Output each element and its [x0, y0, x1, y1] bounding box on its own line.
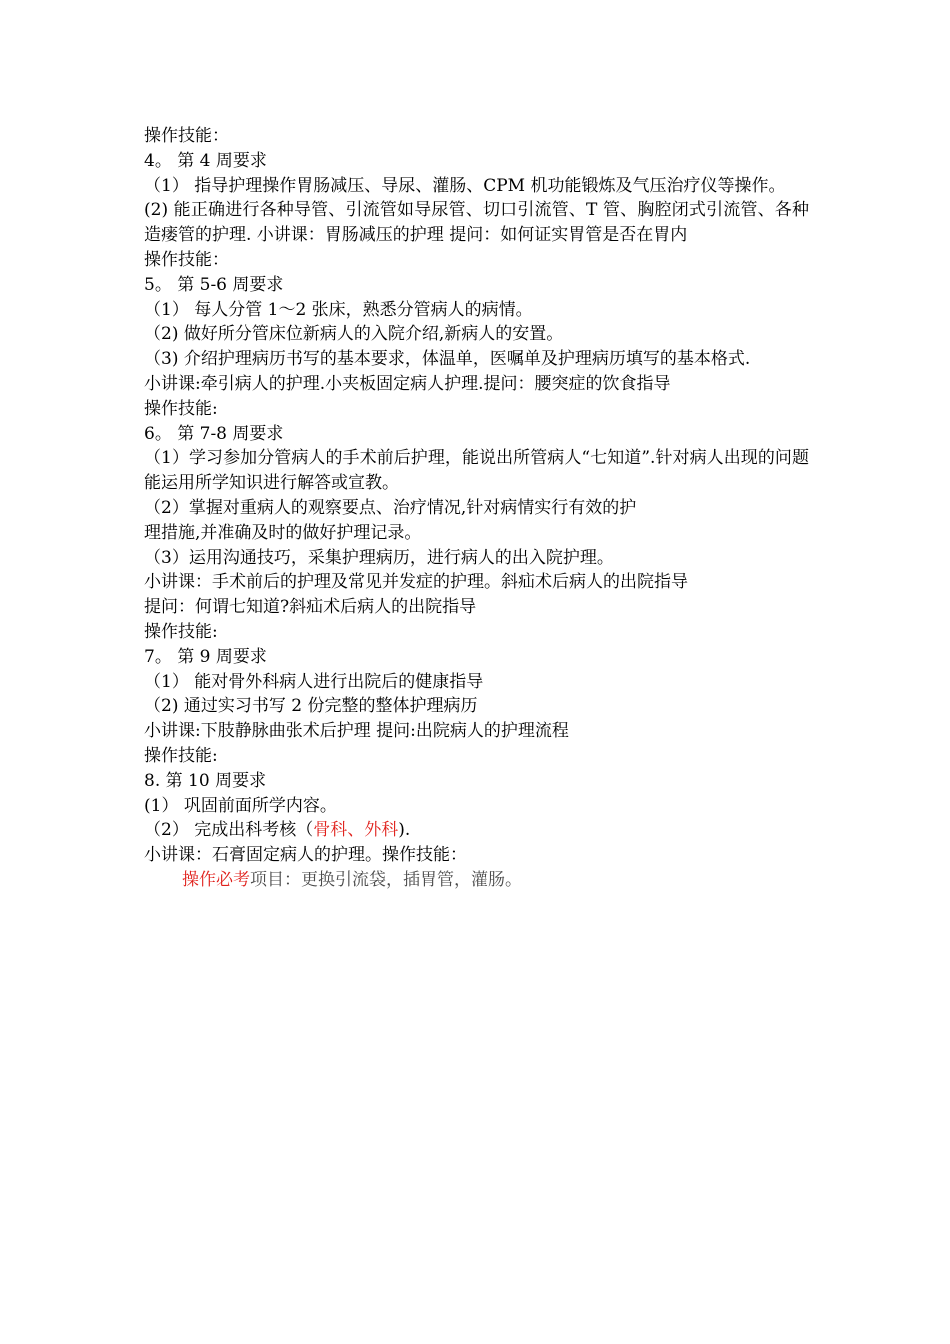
exam-prefix: （2） 完成出科考核（ — [144, 820, 314, 841]
document-body — [144, 124, 809, 893]
exam-line — [144, 818, 809, 843]
section-heading: 6。 第 7-8 周要求 — [144, 423, 284, 444]
section-heading: 8. 第 10 周要求 — [144, 770, 267, 791]
required-label: 操作必考 — [182, 869, 250, 890]
text-line: （2) 做好所分管床位新病人的入院介绍,新病人的安置。 — [144, 324, 564, 345]
text-line: （2) 通过实习书写 2 份完整的整体护理病历 — [144, 696, 478, 717]
exam-suffix: ). — [398, 820, 411, 841]
text-line: （2）掌握对重病人的观察要点、治疗情况,针对病情实行有效的护 — [144, 497, 637, 518]
section-heading: 5。 第 5-6 周要求 — [144, 274, 284, 295]
lecture-line: 小讲课：石膏固定病人的护理。操作技能： — [144, 845, 467, 866]
text-line: 提问：何谓七知道?斜疝术后病人的出院指导 — [144, 597, 477, 618]
required-items: 项目：更换引流袋，插胃管，灌肠。 — [250, 869, 522, 890]
section-heading: 4。 第 4 周要求 — [144, 150, 267, 171]
text-paragraph: （1） 指导护理操作胃肠减压、导尿、灌肠、CPM 机功能锻炼及气压治疗仪等操作。 — [144, 175, 786, 196]
text-paragraph: （3) 介绍护理病历书写的基本要求，体温单，医嘱单及护理病历填写的基本格式. — [144, 349, 751, 370]
text-line: 操作技能： — [144, 249, 229, 270]
text-line: 操作技能： — [144, 126, 229, 146]
text-paragraph: (2) 能正确进行各种导管、引流管如导尿管、切口引流管、T 管、胸腔闭式引流管、各种造瘘管的护理. 小讲课：胃肠减压的护理 提问：如何证实胃管是否在胃内 — [144, 200, 809, 246]
text-line: 小讲课:下肢静脉曲张术后护理 提问:出院病人的护理流程 — [144, 721, 569, 742]
text-line: （3）运用沟通技巧，采集护理病历，进行病人的出入院护理。 — [144, 547, 614, 568]
text-line: (1） 巩固前面所学内容。 — [144, 795, 337, 816]
text-line: 理措施,并准确及时的做好护理记录。 — [144, 522, 422, 543]
text-line: 小讲课:牵引病人的护理.小夹板固定病人护理.提问：腰突症的饮食指导 — [144, 373, 671, 394]
text-line: 操作技能: — [144, 745, 218, 766]
text-paragraph: （1）学习参加分管病人的手术前后护理，能说出所管病人“七知道”.针对病人出现的问题能运用所学知识进行解答或宣教。 — [144, 448, 809, 494]
exam-departments: 骨科、外科 — [313, 820, 399, 841]
required-items-line — [144, 868, 809, 893]
section-heading: 7。 第 9 周要求 — [144, 646, 267, 667]
text-line: 操作技能: — [144, 621, 218, 642]
text-line: 小讲课：手术前后的护理及常见并发症的护理。斜疝术后病人的出院指导 — [144, 572, 688, 593]
text-line: 操作技能: — [144, 398, 218, 419]
text-line: （1） 每人分管 1～2 张床，熟悉分管病人的病情。 — [144, 299, 533, 320]
text-line: （1） 能对骨外科病人进行出院后的健康指导 — [144, 671, 484, 692]
